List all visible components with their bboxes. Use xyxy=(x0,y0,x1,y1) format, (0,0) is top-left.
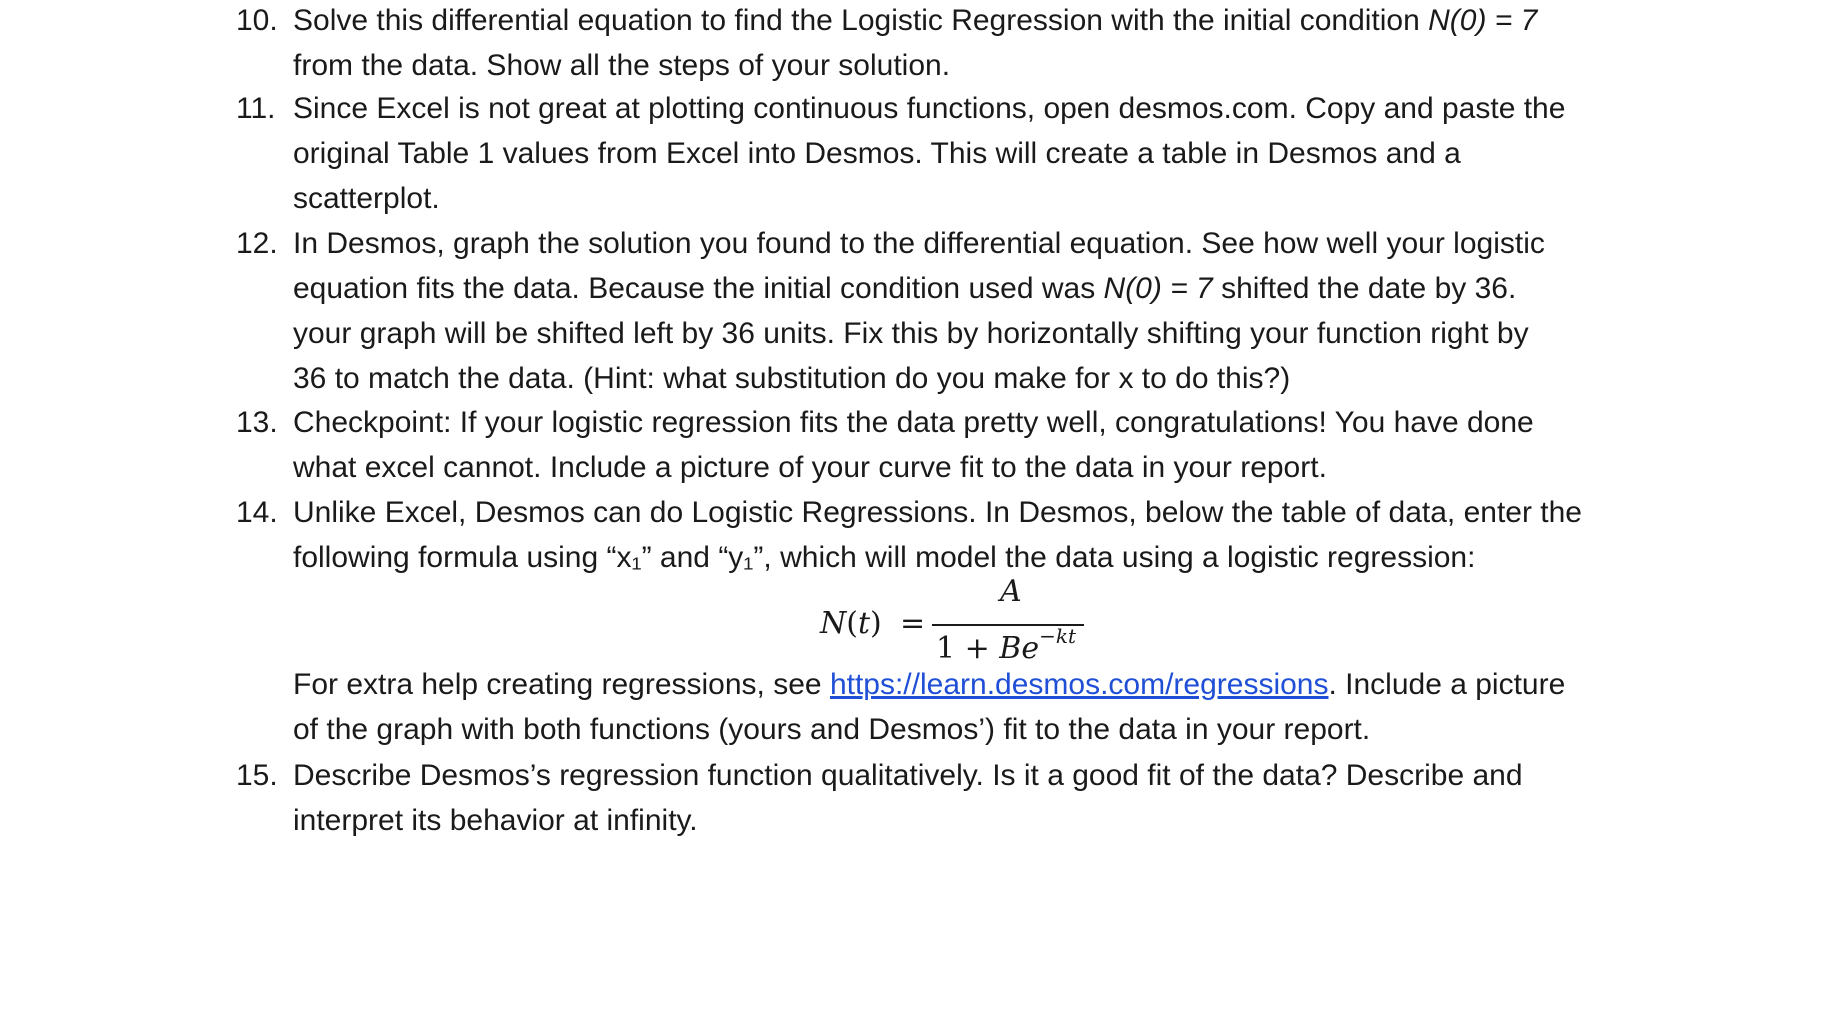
formula-function-name: N xyxy=(820,606,847,641)
item-number: 12. xyxy=(236,227,278,260)
initial-condition-italic: N(0) = 7 xyxy=(1428,4,1538,37)
formula-paren: ( xyxy=(846,606,858,641)
formula-variable: t xyxy=(857,606,871,641)
text-line: following formula using “x₁” and “y₁”, which will model the data using a logistic regression: xyxy=(293,541,1476,574)
formula-lhs xyxy=(820,606,882,641)
text-line: original Table 1 values from Excel into Desmos. This will create a table in Desmos and a xyxy=(293,137,1461,170)
formula-numerator: A xyxy=(1000,574,1022,609)
formula-denominator xyxy=(936,624,1077,666)
item-text xyxy=(293,400,1656,490)
list-item-12 xyxy=(236,221,1656,401)
text-line xyxy=(293,662,1656,707)
item-number: 11. xyxy=(236,92,276,125)
item-text xyxy=(293,753,1656,843)
logistic-formula xyxy=(820,574,1100,668)
text-span: For extra help creating regressions, see xyxy=(293,668,830,701)
formula-denominator-b: B xyxy=(999,631,1022,666)
formula-denominator-e: e xyxy=(1021,631,1040,666)
item-text xyxy=(293,86,1656,221)
formula-denominator-one: 1 + xyxy=(936,631,1000,666)
item-number: 10. xyxy=(236,4,278,37)
regressions-link[interactable]: https://learn.desmos.com/regressions xyxy=(829,668,1329,701)
formula-exponent: −kt xyxy=(1039,624,1077,648)
item-text xyxy=(293,490,1656,580)
formula-paren: ) xyxy=(870,606,882,641)
text-span: equation fits the data. Because the initial condition used was xyxy=(293,272,1104,305)
text-span: Solve this differential equation to find the Logistic Regression with the initial condition xyxy=(293,4,1429,37)
list-item-11 xyxy=(236,86,1656,221)
text-span: shifted the date by 36. xyxy=(1212,272,1517,305)
text-line xyxy=(293,266,1656,311)
list-item-14 xyxy=(236,490,1656,580)
list-item-15 xyxy=(236,753,1656,843)
text-span: . Include a picture xyxy=(1328,668,1566,701)
formula-equals: = xyxy=(900,606,926,641)
text-line: Since Excel is not great at plotting continuous functions, open desmos.com. Copy and paste the xyxy=(293,92,1566,125)
text-line: Unlike Excel, Desmos can do Logistic Regressions. In Desmos, below the table of data, enter the xyxy=(293,496,1582,529)
item-number: 14. xyxy=(236,496,278,529)
text-line: interpret its behavior at infinity. xyxy=(293,804,698,837)
text-line xyxy=(293,0,1656,43)
text-line: your graph will be shifted left by 36 units. Fix this by horizontally shifting your function right by xyxy=(293,317,1529,350)
item-text xyxy=(293,662,1656,752)
text-line: from the data. Show all the steps of your solution. xyxy=(293,49,951,82)
item-text xyxy=(293,221,1656,401)
item-number: 15. xyxy=(236,759,278,792)
text-line: of the graph with both functions (yours and Desmos’) fit to the data in your report. xyxy=(293,713,1371,746)
initial-condition-italic: N(0) = 7 xyxy=(1103,272,1213,305)
list-item-14-continuation xyxy=(236,662,1656,752)
text-line: In Desmos, graph the solution you found to the differential equation. See how well your logistic xyxy=(293,227,1545,260)
item-text xyxy=(293,0,1656,88)
item-number: 13. xyxy=(236,406,278,439)
text-line: what excel cannot. Include a picture of your curve fit to the data in your report. xyxy=(293,451,1327,484)
text-line: Describe Desmos’s regression function qualitatively. Is it a good fit of the data? Describe and xyxy=(293,759,1523,792)
list-item-13 xyxy=(236,400,1656,490)
text-line: Checkpoint: If your logistic regression fits the data pretty well, congratulations! You have done xyxy=(293,406,1534,439)
text-line: 36 to match the data. (Hint: what substitution do you make for x to do this?) xyxy=(293,362,1291,395)
list-item-10 xyxy=(236,0,1656,88)
text-line: scatterplot. xyxy=(293,182,440,215)
